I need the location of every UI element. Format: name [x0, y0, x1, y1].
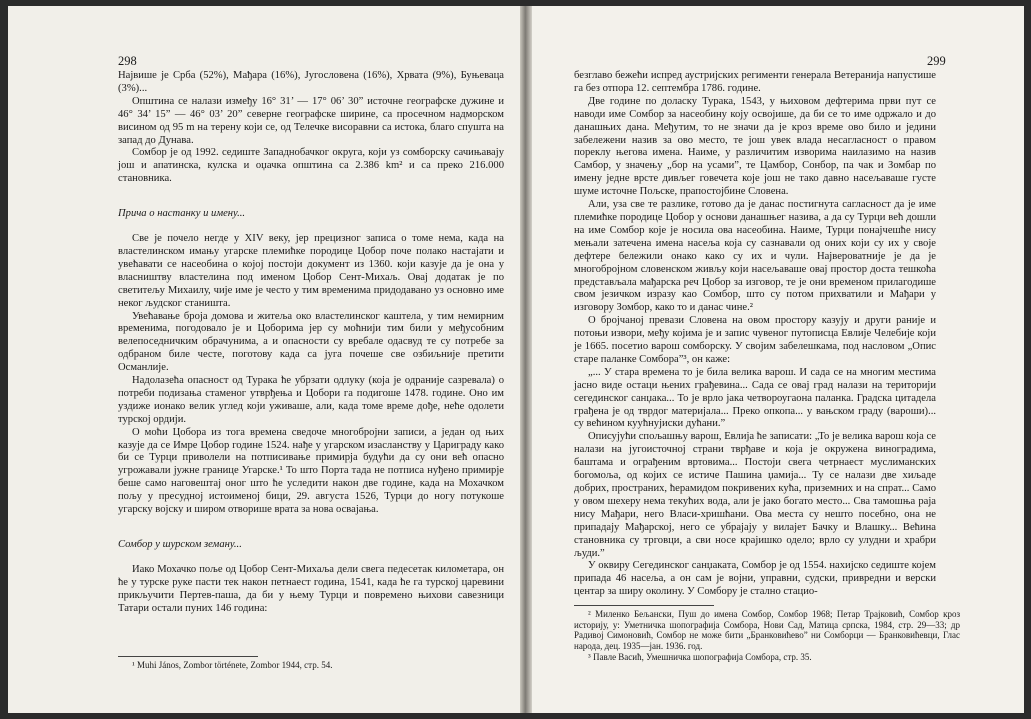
paragraph: Општина се налази између 16° 31’ — 17° 06’ 30” источне географске дужине и 46° 34’ 15” — 46° 03’ 20” северне географске ширине, са просечном надморском висином од 95 m на терену који се, од Телечке висоравни са истока, благо спушта на запад до Дунава.	[118, 95, 504, 146]
paragraph: О моћи Цобора из тога времена сведоче многобројни записи, а један од њих казује да се Имре Цобор године 1524. нађе у угарском изасланству у Цариграду како би се Турци приволели на потписивање примирја будући да су они већ опасно угрожавали јужне границе Угарске.¹ То што Порта тада не потписа нуђено примирје беше само наговештај оног што ће уследити након две године, када на Мохачком пољу у пресудној истоименој бици, 29. августа 1526, Турци до ногу потукоше угарску војску и широм отворише врата за нова освајања.	[118, 426, 504, 516]
footnote: ³ Павле Васић, Умешничка шопографија Сомбора, стр. 35.	[588, 651, 812, 662]
paragraph: Описујући спољашњу варош, Евлија ће записати: „То је велика варош која се налази на југоисточној страни тврђаве и која је окружена виноградима, баштама и ограђеним вртовима... Постоји свега четрнаест муслиманских богомоља, од којих се истиче Пашина џамија... Ту се налази две хиљаде добрих, пространих, ћерамидом покривених кућа, призeмних и на спрат... Само у овом шехеру нема текућих вода, али је јако богато место... Сва тамошња раја нису Мађари, него Власи-хришћани. Ова места су нешто посебно, она не припадају Мађарској, него се убрајају у вилајет Бачку и Влашку... Већина становника су трговци, а сви носе крајишко одело; врло су улудни и храбри људи.”	[574, 431, 936, 559]
footnote: ² Миленко Бељански, Пуш до имена Сомбор, Сомбор 1968; Петар Трајковић, Сомбор кроз историју, у: Уметничка шопографија Сомбора, Нови Сад, Матица српска, 1984, стр. 29—33; др Радивој Симоновић, Сомбор не може бити „Бранковићево” ни Сомборци — Бранковићевци, Глас народа, дец. 1935—јан. 1936. год.	[574, 609, 960, 651]
page-number: 299	[927, 54, 946, 68]
paragraph: Иако Мохачко поље од Цобор Сент-Михаља дели свега педесетак километара, он ће у турске руке пасти тек након петнаест година, 1541, када ће га турској царевини прикључити Пертев-паша, да би у њему Турци и повремено њихови савезници Татари остали пуних 146 година:	[118, 563, 504, 614]
page-number: 298	[118, 54, 137, 68]
paragraph: У оквиру Сегединског санџаката, Сомбор је од 1554. нахијско седиште којем припада 46 насеља, а он сам је војни, управни, судски, привредни и верски центар за ширу околину. У Сомбору је стално стацио-	[574, 560, 936, 598]
footnote: ¹ Muhi János, Zombor története, Zombor 1944, стр. 54.	[132, 660, 333, 670]
page-body	[118, 70, 504, 616]
footnotes	[574, 605, 960, 662]
paragraph: безглаво бежећи испред аустријских регименти генерала Ветеранија напустише га без отпора 12. септембра 1786. године.	[574, 70, 936, 94]
paragraph: Две године по доласку Турака, 1543, у њиховом дефтерима први пут се наводи име Сомбор за насеобину коју освојише, да би се то име одржало и до данашњих дана. Међутим, то не значи да је кроз време ово било и једини забележени назив за ово место, те још увек влада несагласност о правом пореклу његова имена. Наиме, у различитим изворима наилазимо на назив Самбор, у значењу „бор на усами”, те Цамбор, Сонбор, па чак и Зомбар по имену једне врсте дивљег говечета које још не тако давно насељаваше густе шуме источне Пољске, прапостојбине Словена.	[574, 95, 936, 198]
paragraph: Сомбор је од 1992. седиште Западнобачког округа, који уз сомборску сачињавају још и апатинска, кулска и оџачка општина са 2.386 km² и са преко 216.000 становника.	[118, 147, 504, 185]
page-body	[574, 70, 936, 599]
paragraph: Али, уза све те разлике, готово да је данас постигнута сагласност да је име племићке породице Цобор у основи данашњег назива, а да су Турци већ дошли на име Сомбор које је носила ова насеобина. Наиме, Турци понајчешће нису мењали затечена имена насеља која су сазнавали од оних који су их у своје дефтере бележили онако како су их и чули. Највероватније је да је многобројном словенском живљу који насељаваше овај простор доста тешкоћа представљала мађарска реч Цобор за изговор, те је они временом прилагодише свом језичком изразу као Сомбор, што су потом прихватили и Мађари у изговору Зомбор, како то и данас чине.²	[574, 199, 936, 314]
paragraph: „... У стара времена то је била велика варош. И сада се на многим местима јасно виде остаци њених грађевина... Сада се овај град налази на територији сегединског санџака... То је врло јака четвороугаона паланка. Градска цитадела грађена је од тврдог материјала... Преко опкопа... у вањском граду (вароши)... су већином куућнујиски дућани.”	[574, 366, 936, 430]
paragraph: Надолазећа опасност од Турака ће убрзати одлуку (која је одраније сазревала) о потреби подизања стаменог утврђења и Цобори га подигоше 1478. године. Оно им уздиже ионако велик углед који уживаше, али, када томе време дође, неће одолети турској ордији.	[118, 375, 504, 425]
section-heading: Сомбор у шурском земану...	[118, 539, 242, 550]
left-page	[8, 6, 520, 713]
right-page	[532, 6, 1024, 713]
footnotes	[118, 656, 333, 671]
book-gutter	[520, 6, 532, 713]
paragraph: Све је почело негде у XIV веку, јер прецизног записа о томе нема, када на властелинском имању угарске племићке породице Цобор поче полако настајати и увећавати се насеобина о којој постоји документ из 1360. који казује да је она у власништву властелина под именом Цобор Сент-Михаљ. Овај додатак је по светитељу Михаилу, чије име је често у тим временима придодавано уз основно име неког људског станишта.	[118, 233, 504, 309]
paragraph: Највише је Срба (52%), Мађара (16%), Југословена (16%), Хрвата (9%), Буњеваца (3%)...	[118, 70, 504, 94]
section-heading: Прича о настанку и имену...	[118, 208, 246, 220]
paragraph: О бројчаној превази Словена на овом простору казују и други раније и потоњи извори, међу којима је и запис чувеног путописца Евлије Челебије који је 1665. посетио варош сомборску. У својим забелешкама, под насловом „Опис старе паланке Сомбора”³, он каже:	[574, 315, 936, 365]
paragraph: Увећавање броја домова и житеља око властелинског каштела, у тим немирним временима, погодовало је и Цоборима јер су моћнији тим били у међусобним велепоседничким обрачунима, а и опасности су вребале одасвуд те су потребе за одбраном биле честе, поготову када са југа почеше све озбиљније претити Османлије.	[118, 310, 504, 374]
